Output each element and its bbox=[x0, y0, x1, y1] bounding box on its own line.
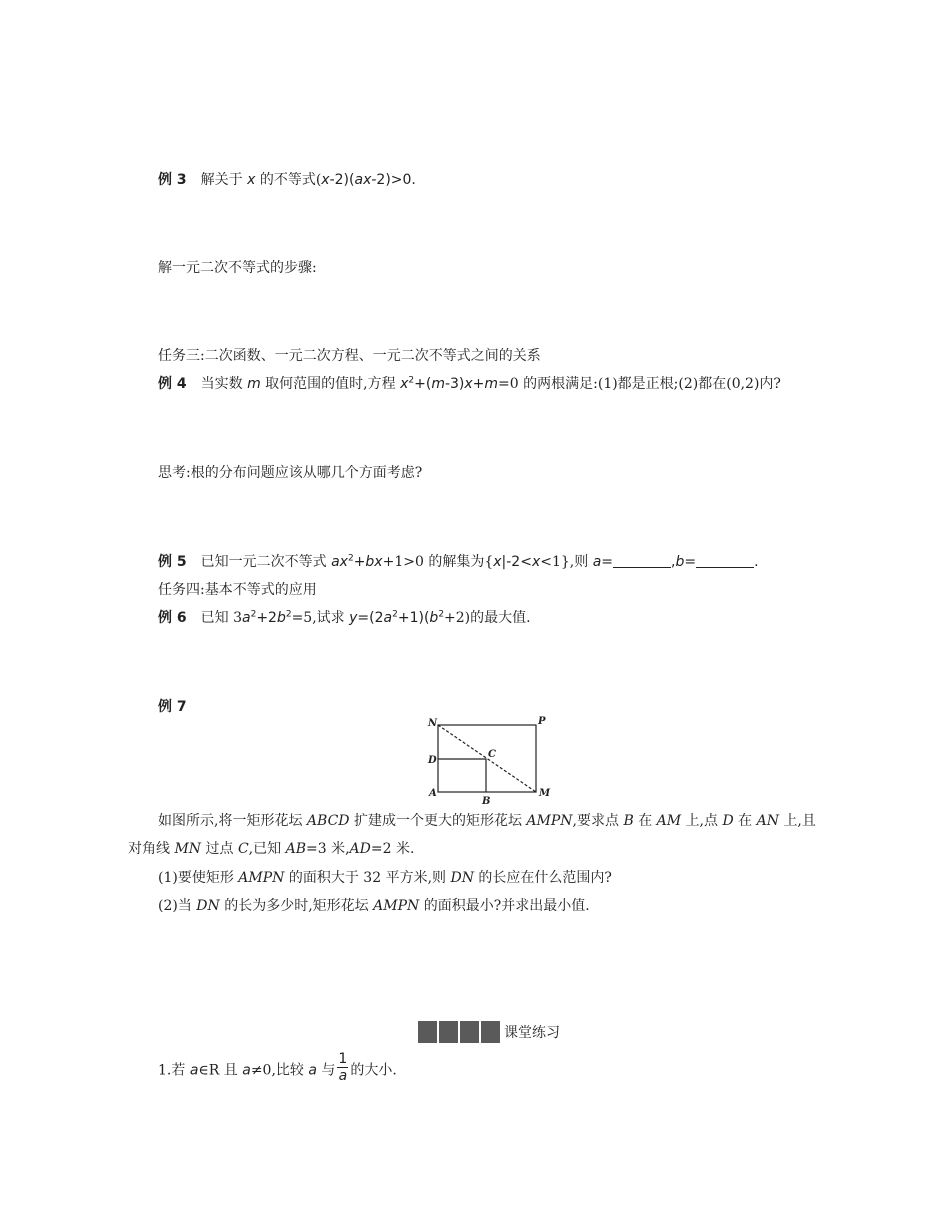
point-b: B bbox=[482, 796, 491, 807]
answer-blank-b[interactable] bbox=[696, 553, 754, 568]
example-label: 例 3 bbox=[158, 172, 187, 188]
ex7-paragraph-2: 对角线 MN 过点 C,已知 AB=3 米,AD=2 米. bbox=[128, 841, 415, 857]
point-p: P bbox=[538, 716, 546, 727]
example-3: 例 3 解关于 x 的不等式(x-2)(ax-2)>0. bbox=[158, 172, 416, 188]
point-c: C bbox=[488, 749, 496, 760]
point-n: N bbox=[428, 718, 438, 729]
example-label: 例 4 bbox=[158, 376, 187, 392]
fraction-one-over-a: $\frac{1}{a}$ bbox=[338, 1051, 348, 1084]
example-7 bbox=[158, 697, 201, 717]
practice-title: 课堂练习 bbox=[504, 1025, 560, 1041]
header-block bbox=[460, 1021, 479, 1043]
example-6: 例 6 已知 $3a^2+2b^2=5$,试求 $y=(2a^2+1)(b^2+2)$的最大值. bbox=[158, 609, 531, 626]
example-label: 例 6 bbox=[158, 610, 187, 626]
practice-problem-1: 1.若 a∈R 且 a≠0,比较 a 与 $\frac{1}{a}$ 的大小. bbox=[158, 1051, 397, 1084]
header-block bbox=[481, 1021, 500, 1043]
point-d: D bbox=[428, 755, 437, 766]
ex7-paragraph-1: 如图所示,将一矩形花坛 ABCD 扩建成一个更大的矩形花坛 AMPN,要求点 B 在 AM 上,点 D 在 AN 上,且 bbox=[158, 813, 816, 829]
steps-heading: 解一元二次不等式的步骤: bbox=[158, 260, 317, 276]
rect-abcd bbox=[438, 759, 486, 792]
task-4-heading: 任务四:基本不等式的应用 bbox=[158, 582, 317, 598]
rectangle-figure bbox=[420, 712, 560, 808]
header-block bbox=[418, 1021, 437, 1043]
answer-blank-a[interactable] bbox=[613, 553, 671, 568]
example-4: 例 4 当实数 m 取何范围的值时,方程 $x^2+(m-3)x+m=0$ 的两根满足:(1)都是正根;(2)都在(0,2)内? bbox=[158, 375, 781, 392]
practice-section-header bbox=[418, 1021, 560, 1043]
example-5: 例 5 已知一元二次不等式 $ax^2+bx+1>0$ 的解集为{x|-2<x<1},则 a= ,b= . bbox=[158, 553, 759, 570]
header-block bbox=[439, 1021, 458, 1043]
ex7-question-1: (1)要使矩形 AMPN 的面积大于 32 平方米,则 DN 的长应在什么范围内? bbox=[158, 870, 612, 886]
ex7-question-2: (2)当 DN 的长为多少时,矩形花坛 AMPN 的面积最小?并求出最小值. bbox=[158, 898, 590, 914]
point-m: M bbox=[539, 788, 551, 799]
think-question: 思考:根的分布问题应该从哪几个方面考虑? bbox=[158, 465, 423, 481]
task-3-heading: 任务三:二次函数、一元二次方程、一元二次不等式之间的关系 bbox=[158, 348, 541, 364]
example-label: 例 7 bbox=[158, 699, 187, 715]
point-a: A bbox=[429, 788, 437, 799]
example-label: 例 5 bbox=[158, 554, 187, 570]
